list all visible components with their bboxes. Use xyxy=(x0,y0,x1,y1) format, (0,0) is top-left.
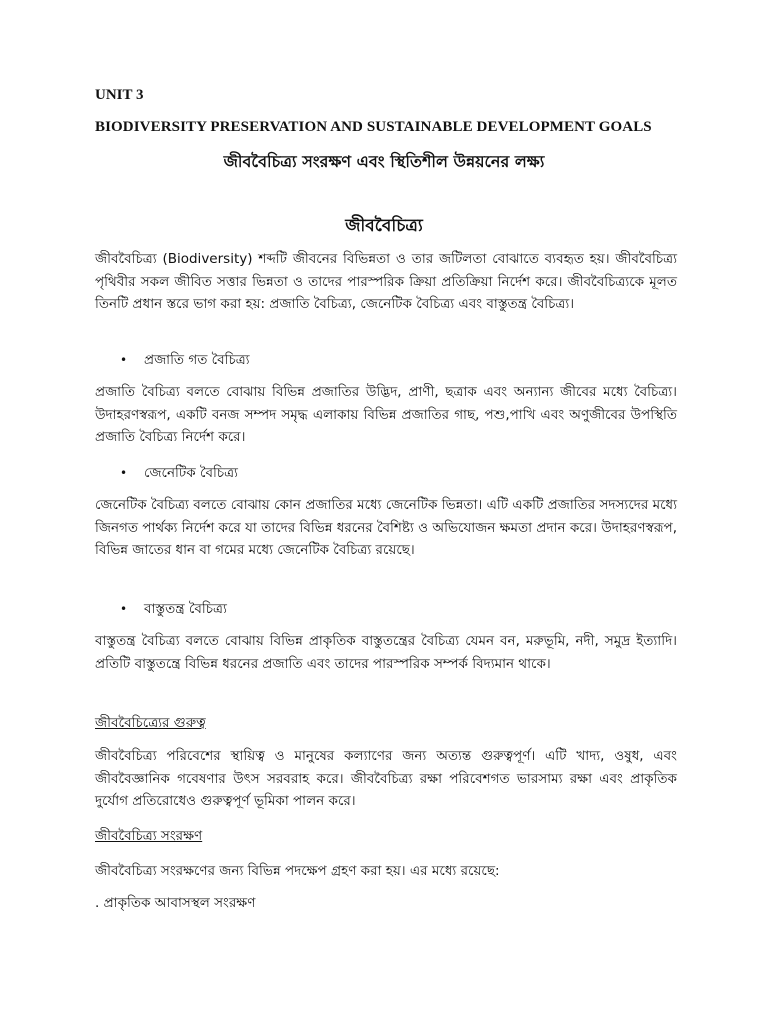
species-paragraph: প্রজাতি বৈচিত্র্য বলতে বোঝায় বিভিন্ন প্রজাতির উদ্ভিদ, প্রাণী, ছত্রাক এবং অন্যান্য জীবের মধ্যে বৈচিত্র্য। উদাহরণস্বরূপ, একটি বনজ সম্পদ সমৃদ্ধ এলাকায় বিভিন্ন প্রজাতির গাছ, পশু,পাখি এবং অণুজীবের উপস্থিতি প্রজাতি বৈচিত্র্য নির্দেশ করে। xyxy=(95,384,677,445)
bullet-label-genetic: জেনেটিক বৈচিত্র্য xyxy=(144,465,238,481)
bullet-icon: • xyxy=(120,602,128,616)
bullet-icon: • xyxy=(120,353,128,367)
bengali-title: জীববৈচিত্র্য সংরক্ষণ এবং স্থিতিশীল উন্নয়নের লক্ষ্য xyxy=(223,152,545,171)
conservation-item: . প্রাকৃতিক আবাসস্থল সংরক্ষণ xyxy=(95,895,256,911)
intro-paragraph: জীববৈচিত্র্য (Biodiversity) শব্দটি জীবনের বিভিন্নতা ও তার জটিলতা বোঝাতে ব্যবহৃত হয়। জীববৈচিত্র্য পৃথিবীর সকল জীবিত সত্তার ভিন্নতা ও তাদের পারস্পরিক ক্রিয়া প্রতিক্রিয়া নির্দেশ করে। জীববৈচিত্র্যকে মূলত তিনটি প্রধান স্তরে ভাগ করা হয়: প্রজাতি বৈচিত্র্য, জেনেটিক বৈচিত্র্য এবং বাস্তুতন্ত্র বৈচিত্র্য। xyxy=(95,251,677,312)
bullet-item-species xyxy=(120,349,250,371)
unit-label: UNIT 3 xyxy=(95,87,144,103)
ecosystem-paragraph: বাস্তুতন্ত্র বৈচিত্র্য বলতে বোঝায় বিভিন্ন প্রাকৃতিক বাস্তুতন্ত্রের বৈচিত্র্য যেমন বন, মরুভূমি, নদী, সমুদ্র ইত্যাদি। প্রতিটি বাস্তুতন্ত্রে বিভিন্ন ধরনের প্রজাতি এবং তাদের পারস্পরিক সম্পর্ক বিদ্যমান থাকে। xyxy=(95,633,677,672)
conservation-heading: জীববৈচিত্র্য সংরক্ষণ xyxy=(95,828,203,844)
bullet-item-genetic xyxy=(120,462,238,484)
english-title: BIODIVERSITY PRESERVATION AND SUSTAINABLE DEVELOPMENT GOALS xyxy=(95,119,652,135)
bullet-label-species: প্রজাতি গত বৈচিত্র্য xyxy=(144,352,250,368)
bullet-icon: • xyxy=(120,466,128,480)
importance-heading: জীববৈচিত্র্যের গুরুত্ব xyxy=(95,715,206,731)
importance-paragraph: জীববৈচিত্র্য পরিবেশের স্থায়িত্ব ও মানুষের কল্যাণের জন্য অত্যন্ত গুরুত্বপূর্ণ। এটি খাদ্য, ওষুধ, এবং জীববৈজ্ঞানিক গবেষণার উৎস সরবরাহ করে। জীববৈচিত্র্য রক্ষা পরিবেশগত ভারসাম্য রক্ষা এবং প্রাকৃতিক দুর্যোগ প্রতিরোধেও গুরুত্বপূর্ণ ভূমিকা পালন করে। xyxy=(95,748,677,809)
bullet-label-ecosystem: বাস্তুতন্ত্র বৈচিত্র্য xyxy=(144,601,227,617)
genetic-paragraph: জেনেটিক বৈচিত্র্য বলতে বোঝায় কোন প্রজাতির মধ্যে জেনেটিক ভিন্নতা। এটি একটি প্রজাতির সদস্যদের মধ্যে জিনগত পার্থক্য নির্দেশ করে যা তাদের বিভিন্ন ধরনের বৈশিষ্ট্য ও অভিযোজন ক্ষমতা প্রদান করে। উদাহরণস্বরূপ, বিভিন্ন জাতের ধান বা গমের মধ্যে জেনেটিক বৈচিত্র্য রয়েছে। xyxy=(95,497,677,558)
conservation-intro: জীববৈচিত্র্য সংরক্ষণের জন্য বিভিন্ন পদক্ষেপ গ্রহণ করা হয়। এর মধ্যে রয়েছে: xyxy=(95,863,500,879)
bullet-item-ecosystem xyxy=(120,598,227,620)
section-title-biodiversity: জীববৈচিত্র্য xyxy=(345,216,423,236)
